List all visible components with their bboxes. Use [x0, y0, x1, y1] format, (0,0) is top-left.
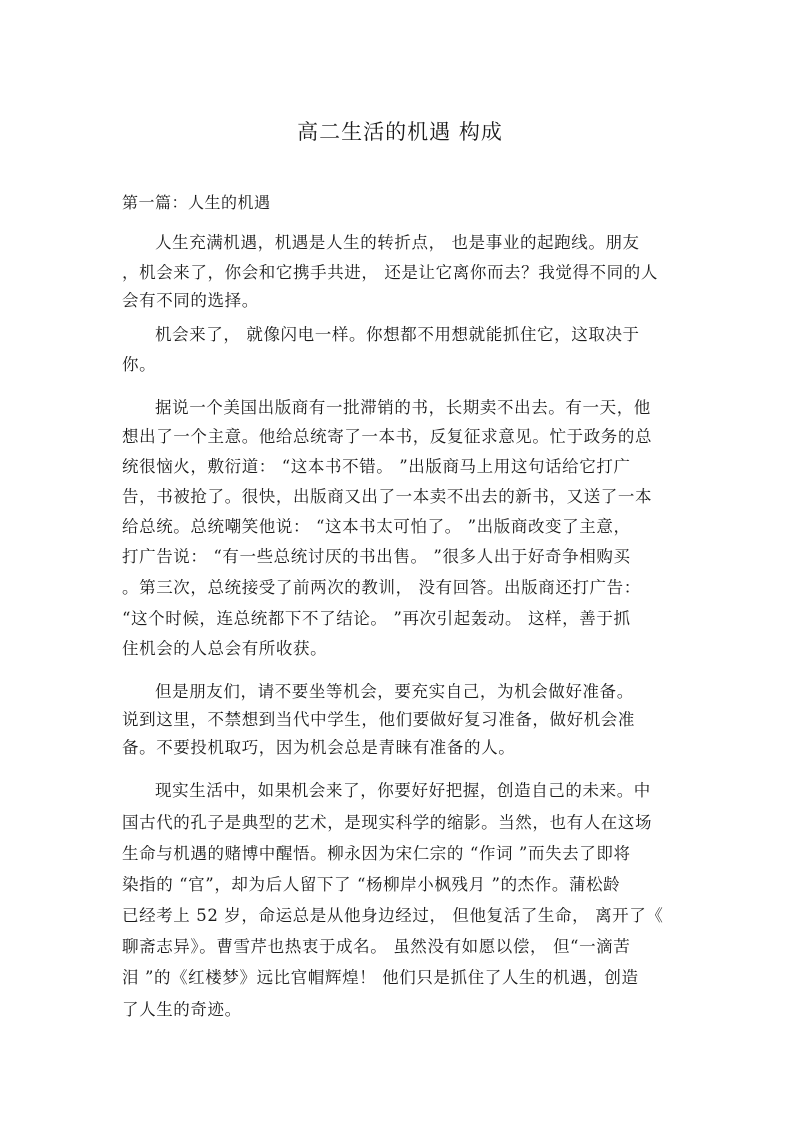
- document-title: 高二生活的机遇 构成: [297, 120, 503, 144]
- text-line: 聊斋志异》。曹雪芹也热衷于成名。 虽然没有如愿以偿， 但“一滴苦: [122, 937, 631, 956]
- text-line: 了人生的奇迹。: [122, 1000, 242, 1019]
- text-line: 统很恼火，敷衍道： “这本书不错。 ”出版商马上用这句话给它打广: [122, 457, 631, 476]
- text-line: 打广告说： “有一些总统讨厌的书出售。 ”很多人出于好奇争相购买: [122, 547, 631, 566]
- text-line: 现实生活中，如果机会来了，你要好好把握，创造自己的未来。中: [155, 781, 651, 800]
- text-line: 备。不要投机取巧，因为机会总是青睐有准备的人。: [122, 738, 516, 757]
- text-line: 说到这里，不禁想到当代中学生，他们要做好复习准备，做好机会准: [122, 710, 635, 729]
- text-line: 想出了一个主意。他给总统寄了一本书，反复征求意见。忙于政务的总: [122, 427, 653, 446]
- text-line: 生命与机遇的赌博中醒悟。柳永因为宋仁宗的 “作词 ”而失去了即将: [122, 844, 631, 863]
- text-line: 你。: [122, 355, 157, 374]
- text-line: 给总统。总统嘲笑他说： “这本书太可怕了。 ”出版商改变了主意，: [122, 517, 631, 536]
- text-line: 会有不同的选择。: [122, 291, 259, 310]
- text-line: 人生充满机遇，机遇是人生的转折点， 也是事业的起跑线。朋友: [155, 233, 640, 252]
- section-heading: 第一篇：人生的机遇: [122, 193, 271, 212]
- text-line: ，机会来了，你会和它携手共进， 还是让它离你而去？我觉得不同的人: [122, 263, 658, 282]
- text-line: 染指的 “官”，却为后人留下了 “杨柳岸小枫残月 ”的杰作。蒲松龄: [122, 875, 621, 894]
- text-line: 泪 ”的《红楼梦》远比官帽辉煌！ 他们只是抓住了人生的机遇，创造: [122, 968, 639, 987]
- text-line: 已经考上 52 岁，命运总是从他身边经过， 但他复活了生命， 离开了《: [122, 906, 664, 925]
- text-line: 告，书被抢了。很快，出版商又出了一本卖不出去的新书，又送了一本: [122, 487, 653, 506]
- text-line: 国古代的孔子是典型的艺术，是现实科学的缩影。当然，也有人在这场: [122, 813, 653, 832]
- text-line: 住机会的人总会有所收获。: [122, 639, 328, 658]
- text-line: “这个时候，连总统都下不了结论。 ”再次引起轰动。 这样，善于抓: [122, 609, 631, 628]
- text-line: 。第三次，总统接受了前两次的教训， 没有回答。出版商还打广告：: [122, 578, 641, 597]
- text-line: 机会来了， 就像闪电一样。你想都不用想就能抓住它，这取决于: [155, 325, 640, 344]
- text-line: 据说一个美国出版商有一批滞销的书，长期卖不出去。有一天，他: [155, 398, 651, 417]
- text-line: 但是朋友们，请不要坐等机会，要充实自己，为机会做好准备。: [155, 682, 634, 701]
